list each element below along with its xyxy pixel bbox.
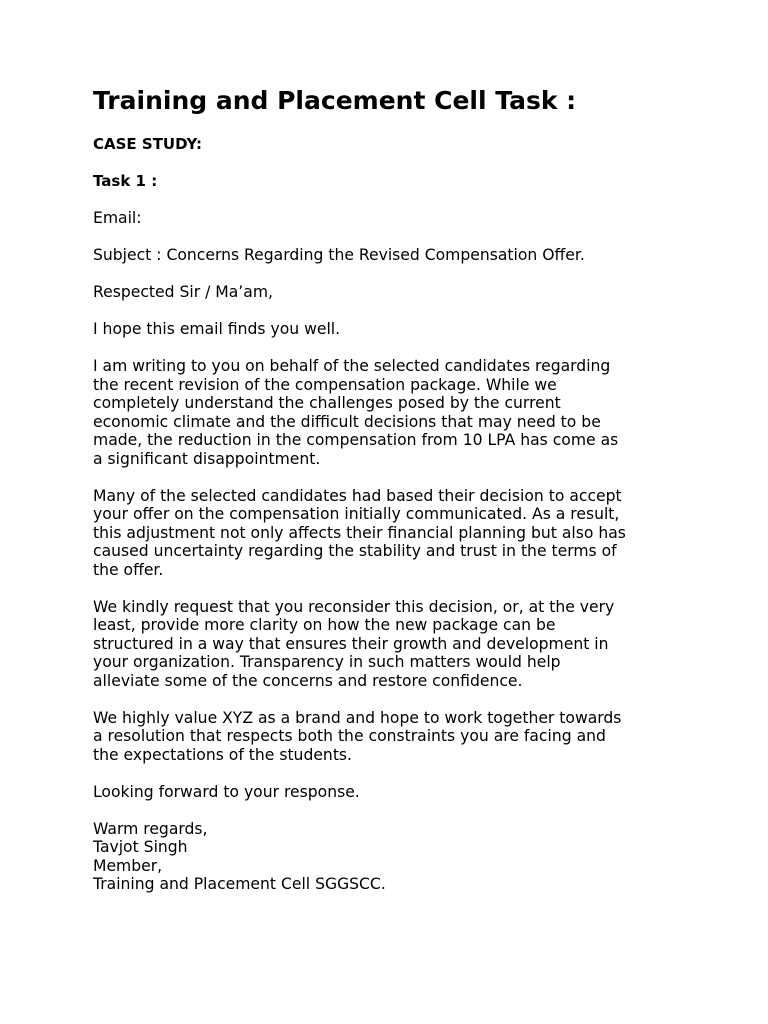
document-page — [93, 84, 693, 894]
email-subject: Subject : Concerns Regarding the Revised Compensation Offer. — [93, 246, 585, 264]
paragraph-line: made, the reduction in the compensation from 10 LPA has come as — [93, 431, 619, 449]
signature-name: Tavjot Singh — [93, 838, 188, 856]
paragraph-line: this adjustment not only affects their financial planning but also has — [93, 523, 626, 542]
body-paragraph-3 — [93, 598, 693, 691]
email-salutation: Respected Sir / Ma’am, — [93, 283, 273, 301]
paragraph-line: structured in a way that ensures their growth and development in — [93, 634, 609, 653]
paragraph-line: alleviate some of the concerns and restore confidence. — [93, 671, 523, 690]
paragraph-line: I am writing to you on behalf of the selected candidates regarding — [93, 357, 611, 375]
body-paragraph-1 — [93, 357, 693, 468]
email-greeting: I hope this email finds you well. — [93, 320, 341, 338]
paragraph-line: your organization. Transparency in such matters would help — [93, 653, 561, 671]
document-title: Training and Placement Cell Task : — [93, 86, 577, 115]
paragraph-line: your offer on the compensation initially communicated. As a result, — [93, 505, 620, 523]
paragraph-line: Many of the selected candidates had based their decision to accept — [93, 486, 622, 505]
paragraph-line: completely understand the challenges posed by the current — [93, 394, 561, 412]
paragraph-line: least, provide more clarity on how the new package can be — [93, 616, 556, 634]
signature-regards: Warm regards, — [93, 819, 208, 838]
paragraph-line: a resolution that respects both the constraints you are facing and — [93, 727, 606, 745]
paragraph-line: the recent revision of the compensation package. While we — [93, 375, 557, 394]
case-study-heading: CASE STUDY: — [93, 135, 203, 153]
paragraph-line: a significant disappointment. — [93, 449, 321, 468]
paragraph-line: economic climate and the difficult decisions that may need to be — [93, 412, 601, 431]
paragraph-line: caused uncertainty regarding the stability and trust in the terms of — [93, 542, 617, 560]
paragraph-line: We highly value XYZ as a brand and hope to work together towards — [93, 708, 622, 727]
body-paragraph-4 — [93, 709, 693, 765]
paragraph-line: the offer. — [93, 560, 164, 579]
paragraph-line: the expectations of the students. — [93, 745, 353, 764]
signature-block — [93, 820, 693, 894]
closing-line: Looking forward to your response. — [93, 782, 360, 801]
signature-role: Member, — [93, 856, 163, 875]
body-paragraph-2 — [93, 487, 693, 580]
task-heading: Task 1 : — [93, 172, 158, 190]
signature-org: Training and Placement Cell SGGSCC. — [93, 875, 386, 893]
paragraph-line: We kindly request that you reconsider this decision, or, at the very — [93, 597, 615, 616]
email-label: Email: — [93, 209, 142, 227]
